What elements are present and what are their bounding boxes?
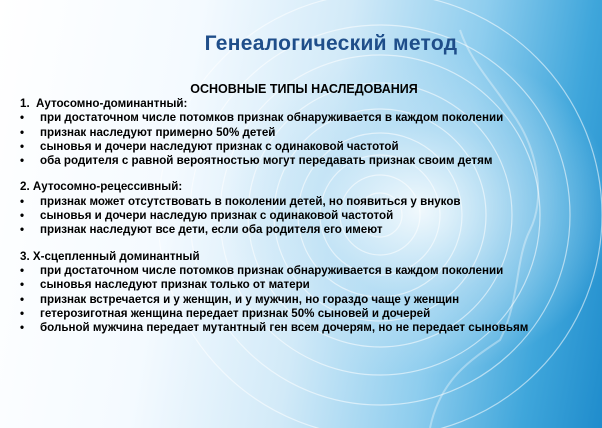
list-item: • признак наследуют примерно 50% детей — [20, 126, 580, 140]
slide-subtitle: ОСНОВНЫЕ ТИПЫ НАСЛЕДОВАНИЯ — [190, 82, 418, 96]
list-item: • сыновья наследуют признак только от матери — [20, 278, 580, 292]
list-item: • признак может отсутствовать в поколении детей, но появиться у внуков — [20, 195, 580, 209]
list-item: • сыновья и дочери наследуют признак с одинаковой частотой — [20, 140, 580, 154]
list-item: • гетерозиготная женщина передает признак 50% сыновей и дочерей — [20, 307, 580, 321]
section-number: 1. — [20, 97, 30, 110]
content-body — [20, 97, 580, 347]
list-item: • при достаточном числе потомков признак обнаруживается в каждом поколении — [20, 111, 580, 125]
section-autosomal-recessive — [20, 180, 580, 237]
list-item: • признак встречается и у женщин, и у мужчин, но гораздо чаще у женщин — [20, 293, 580, 307]
list-item: • оба родителя с равной вероятностью могут передавать признак своим детям — [20, 154, 580, 168]
list-item: • при достаточном числе потомков признак обнаруживается в каждом поколении — [20, 264, 580, 278]
section-heading: 3. Х-сцепленный доминантный — [20, 249, 200, 263]
bullet-list — [20, 264, 580, 335]
section-heading: 2. Аутосомно-рецессивный: — [20, 180, 183, 194]
bullet-list — [20, 195, 580, 238]
section-autosomal-dominant — [20, 97, 580, 168]
section-heading — [20, 97, 580, 111]
list-item: • больной мужчина передает мутантный ген всем дочерям, но не передает сыновьям — [20, 321, 580, 335]
slide-title: Генеалогический метод — [204, 32, 458, 55]
bullet-list — [20, 111, 580, 168]
list-item: • признак наследуют все дети, если оба родителя его имеют — [20, 223, 580, 237]
list-item: • сыновья и дочери наследую признак с одинаковой частотой — [20, 209, 580, 223]
section-title: Аутосомно-доминантный: — [36, 97, 188, 110]
section-x-linked-dominant — [20, 250, 580, 336]
